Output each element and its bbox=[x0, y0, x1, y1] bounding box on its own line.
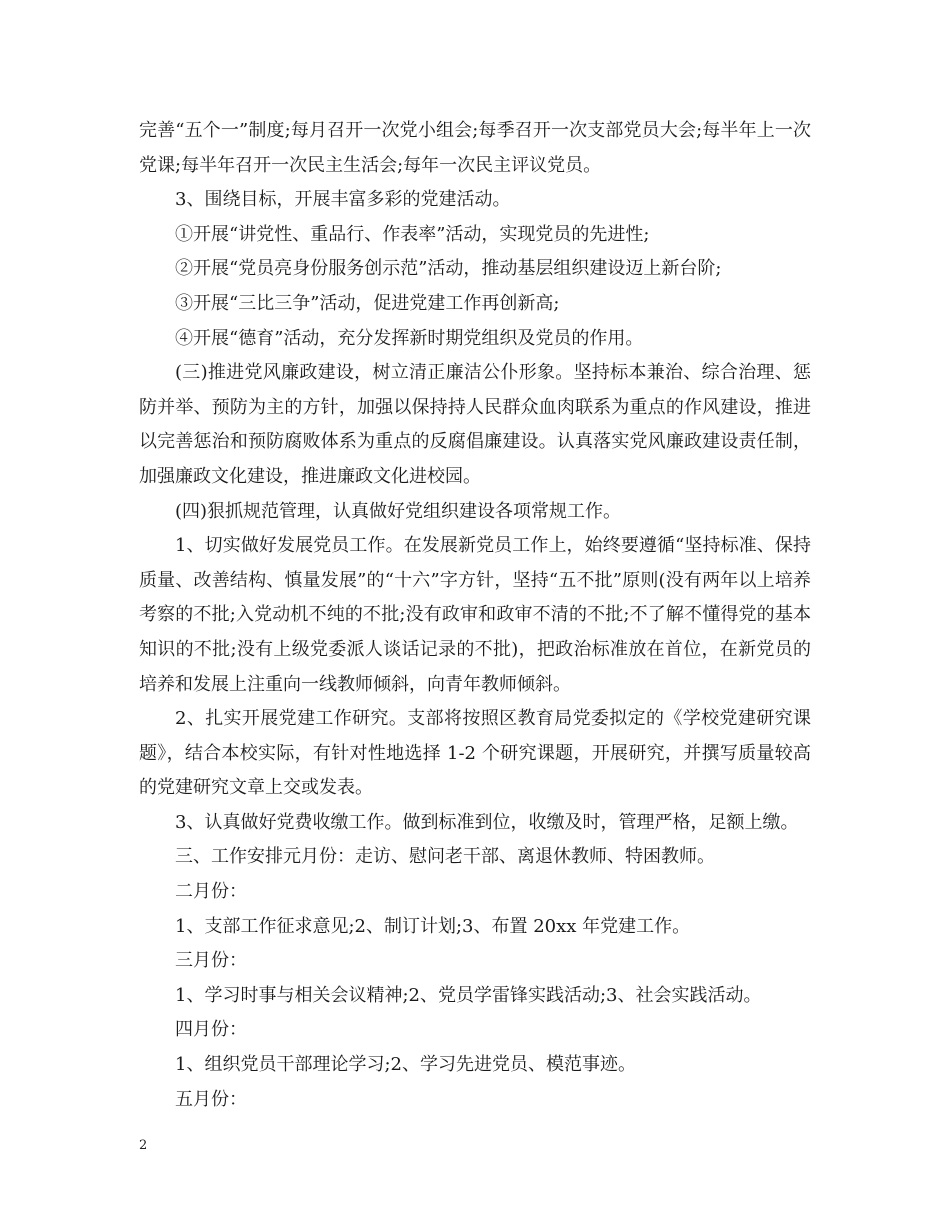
paragraph-work-schedule-january: 三、工作安排元月份：走访、慰问老干部、离退休教师、特困教师。 bbox=[175, 846, 715, 868]
paragraph-member-development: 1、切实做好发展党员工作。在发展新党员工作上，始终要遵循“坚持标准、保持质量、改善结构、慎量发展”的“十六”字方针，坚持“五不批”原则(没有两年以上培养考察的不批;入党动机不纯的不批;没有政审和政审不清的不批;不了解不懂得党的基本知识的不批;没有上级党委派人谈话记录的不批)，把政治标准放在首位，在新党员的培养和发展上注重向一线教师倾斜，向青年教师倾斜。 bbox=[139, 535, 811, 695]
paragraph-activity-1: ①开展“讲党性、重品行、作表率”活动，实现党员的先进性; bbox=[175, 223, 650, 245]
document-body bbox=[139, 114, 811, 1117]
paragraph-party-research: 2、扎实开展党建工作研究。支部将按照区教育局党委拟定的《学校党建研究课题》，结合本校实际，有针对性地选择 1-2 个研究课题，开展研究，并撰写质量较高的党建研究文章上交或发表。 bbox=[139, 708, 811, 799]
paragraph-party-activities: 3、围绕目标，开展丰富多彩的党建活动。 bbox=[175, 189, 511, 211]
heading-may: 五月份： bbox=[175, 1088, 247, 1110]
paragraph-activity-3: ③开展“三比三争”活动，促进党建工作再创新高; bbox=[175, 292, 560, 314]
paragraph-clean-governance: (三)推进党风廉政建设，树立清正廉洁公仆形象。坚持标本兼治、综合治理、惩防并举、预防为主的方针，加强以保持持人民群众血肉联系为重点的作风建设，推进以完善惩治和预防腐败体系为重点的反腐倡廉建设。认真落实党风廉政建设责任制，加强廉政文化建设，推进廉政文化进校园。 bbox=[139, 362, 811, 487]
paragraph-five-ones-system: 完善“五个一”制度;每月召开一次党小组会;每季召开一次支部党员大会;每半年上一次党课;每半年召开一次民主生活会;每年一次民主评议党员。 bbox=[139, 120, 811, 176]
heading-february: 二月份： bbox=[175, 881, 247, 903]
paragraph-standard-management: (四)狠抓规范管理，认真做好党组织建设各项常规工作。 bbox=[175, 500, 622, 522]
paragraph-february-tasks: 1、支部工作征求意见;2、制订计划;3、布置 20xx 年党建工作。 bbox=[175, 915, 691, 937]
paragraph-activity-2: ②开展“党员亮身份服务创示范”活动，推动基层组织建设迈上新台阶; bbox=[175, 258, 722, 280]
paragraph-dues-collection: 3、认真做好党费收缴工作。做到标准到位，收缴及时，管理严格，足额上缴。 bbox=[175, 811, 799, 833]
paragraph-march-tasks: 1、学习时事与相关会议精神;2、党员学雷锋实践活动;3、社会实践活动。 bbox=[175, 984, 762, 1006]
paragraph-activity-4: ④开展“德育”活动，充分发挥新时期党组织及党员的作用。 bbox=[175, 327, 644, 349]
heading-march: 三月份： bbox=[175, 950, 247, 972]
page-number: 2 bbox=[139, 1138, 148, 1153]
heading-april: 四月份： bbox=[175, 1019, 247, 1041]
paragraph-april-tasks: 1、组织党员干部理论学习;2、学习先进党员、模范事迹。 bbox=[175, 1054, 636, 1076]
